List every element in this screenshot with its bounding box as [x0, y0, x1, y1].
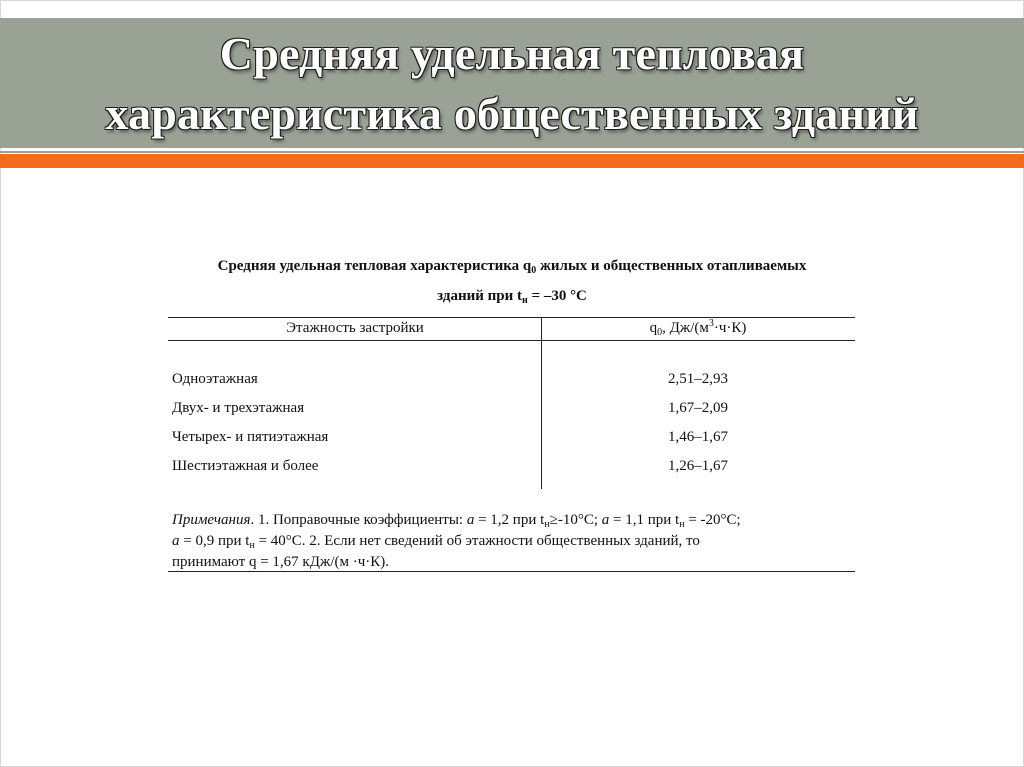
slide-title-line-1: Средняя удельная тепловая: [219, 28, 805, 79]
table-row-label: Одноэтажная: [172, 371, 258, 387]
table-caption-line-2: зданий при $t_н = -30$ °С: [437, 288, 587, 306]
table-caption-line-1: Средняя удельная тепловая характеристика $q_0$ жилых и общественных отапливаемых: [217, 258, 807, 276]
table-header-rule: [168, 340, 855, 341]
table-row-label: Двух- и трехэтажная: [172, 400, 305, 416]
table-row-value: 1,67–2,09: [668, 400, 728, 416]
table-top-rule: [168, 317, 855, 318]
table-row-label: Шестиэтажная и более: [172, 458, 319, 474]
table-row-label: Четырех- и пятиэтажная: [172, 429, 329, 445]
slide-title-line-2: характеристика общественных зданий: [105, 88, 919, 139]
accent-bar: [0, 154, 1024, 168]
table-header-q0: $q_0$, $Дж/(м^3\cdot ч\cdot К)$: [649, 318, 747, 338]
table-row-value: 2,51–2,93: [668, 371, 728, 387]
table-note-line-3: принимают q = 1,67 кДж/(м ·ч·К).: [172, 554, 390, 570]
table-row-value: 1,26–1,67: [668, 458, 728, 474]
table-row-value: 1,46–1,67: [668, 429, 728, 445]
slide-title: [0, 24, 1024, 144]
title-divider: [0, 151, 1024, 153]
table-header-storeys: Этажность застройки: [286, 320, 424, 336]
table-note-line-1: Примечания. 1. Поправочные коэффициенты: а = 1,2 при $t_н\ge-10^\circ С$; а = 1,1 при $t_н = -20^\circ С$;: [172, 512, 741, 530]
table-note-line-2: а = 0,9 при $t_н = 40^\circ С$. 2. Если нет сведений об этажности общественных зданий, то: [172, 533, 700, 551]
